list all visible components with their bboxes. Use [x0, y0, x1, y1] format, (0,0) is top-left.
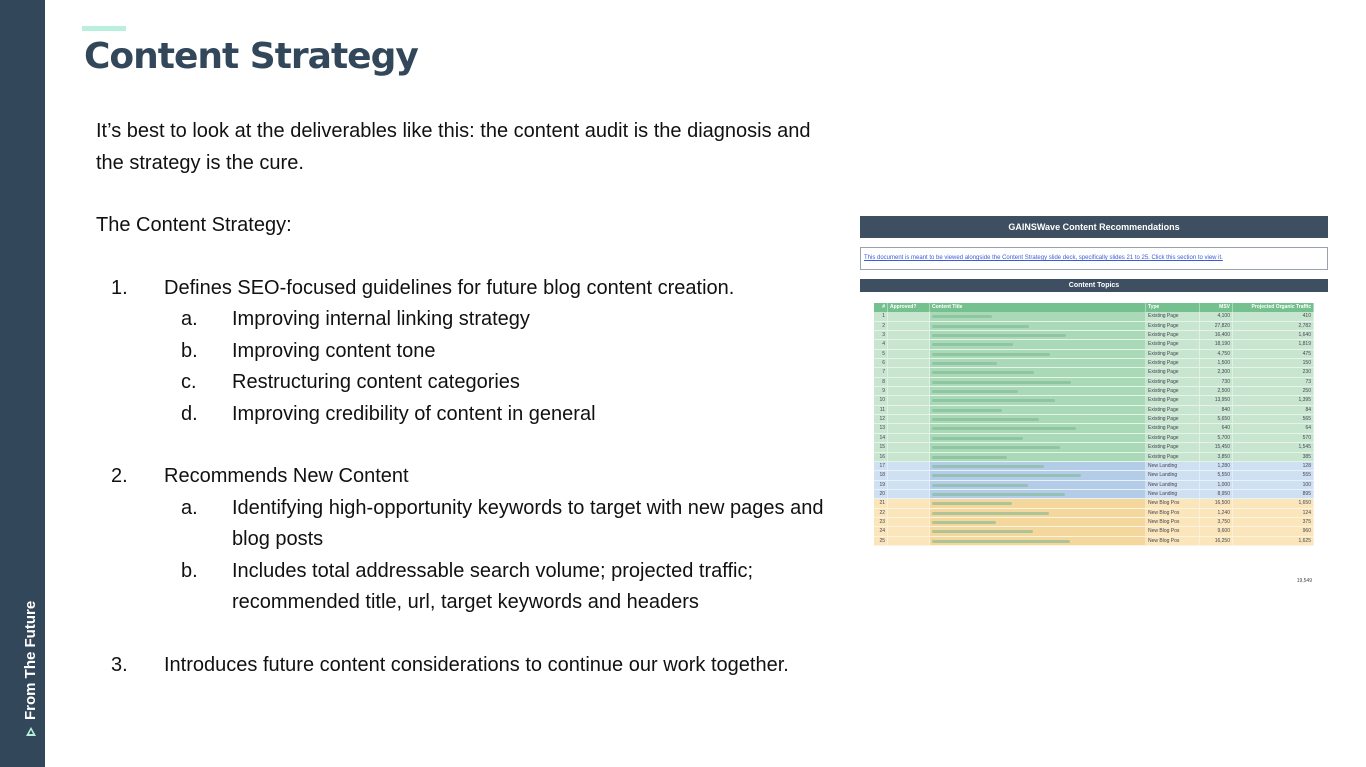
- table-row: [874, 331, 1314, 340]
- table-cell: [930, 462, 1146, 470]
- table-cell: 4,750: [1200, 350, 1233, 358]
- sub-list-text: Improving content tone: [232, 339, 436, 362]
- table-row: [874, 368, 1314, 377]
- table-row: [874, 518, 1314, 527]
- table-cell: 1,819: [1233, 340, 1314, 348]
- table-cell: 385: [1233, 453, 1314, 461]
- table-cell: 11: [874, 406, 888, 414]
- obscured-title: [932, 540, 1070, 543]
- table-cell: 1,240: [1200, 509, 1233, 517]
- table-cell: [930, 378, 1146, 386]
- sub-list-letter: b.: [181, 339, 198, 362]
- table-cell: [888, 378, 930, 386]
- obscured-title: [932, 521, 996, 524]
- table-cell: 24: [874, 527, 888, 535]
- left-sidebar: [0, 0, 45, 767]
- header-cell: Approved?: [888, 303, 930, 312]
- sub-list-letter: a.: [181, 308, 198, 330]
- traffic-total: 19,549: [1296, 578, 1312, 584]
- table-cell: 13,950: [1200, 396, 1233, 404]
- sub-list-item: [164, 556, 836, 619]
- table-cell: [888, 471, 930, 479]
- obscured-title: [932, 409, 1002, 412]
- numbered-list: [96, 273, 836, 682]
- table-cell: Existing Page: [1146, 378, 1200, 386]
- table-cell: Existing Page: [1146, 453, 1200, 461]
- table-cell: [888, 396, 930, 404]
- obscured-title: [932, 371, 1034, 374]
- table-cell: 5: [874, 350, 888, 358]
- list-item-row: [96, 461, 836, 493]
- table-cell: [930, 359, 1146, 367]
- table-cell: [888, 415, 930, 423]
- table-row: [874, 499, 1314, 508]
- table-cell: 15: [874, 443, 888, 451]
- table-cell: [930, 509, 1146, 517]
- table-cell: [888, 462, 930, 470]
- table-cell: 22: [874, 509, 888, 517]
- table-cell: 14: [874, 434, 888, 442]
- list-item-row: [96, 650, 836, 682]
- table-cell: 3,750: [1200, 518, 1233, 526]
- table-cell: [888, 322, 930, 330]
- table-cell: 410: [1233, 312, 1314, 320]
- table-row: [874, 359, 1314, 368]
- table-cell: New Blog Pos: [1146, 518, 1200, 526]
- table-cell: Existing Page: [1146, 312, 1200, 320]
- table-row: [874, 378, 1314, 387]
- table-cell: Existing Page: [1146, 322, 1200, 330]
- table-cell: 640: [1200, 424, 1233, 432]
- table-cell: 5,700: [1200, 434, 1233, 442]
- table-cell: 960: [1233, 527, 1314, 535]
- spreadsheet-thumbnail[interactable]: [860, 216, 1328, 588]
- table-cell: [930, 340, 1146, 348]
- obscured-title: [932, 502, 1012, 505]
- obscured-title: [932, 474, 1081, 477]
- table-row: [874, 462, 1314, 471]
- table-cell: 8: [874, 378, 888, 386]
- obscured-title: [932, 381, 1071, 384]
- table-cell: 1,625: [1233, 537, 1314, 545]
- table-cell: 2: [874, 322, 888, 330]
- table-cell: 375: [1233, 518, 1314, 526]
- sub-list: [164, 304, 836, 430]
- table-cell: 84: [1233, 406, 1314, 414]
- sub-list-letter: c.: [181, 371, 197, 393]
- list-number: 2.: [111, 465, 128, 487]
- table-cell: 128: [1233, 462, 1314, 470]
- table-cell: 150: [1233, 359, 1314, 367]
- content-topics-table: [874, 303, 1314, 546]
- table-cell: 1,000: [1200, 481, 1233, 489]
- table-cell: [888, 518, 930, 526]
- table-cell: [930, 312, 1146, 320]
- list-number: 3.: [111, 653, 128, 676]
- brand-logo: [22, 601, 39, 738]
- table-header: [874, 303, 1314, 312]
- table-cell: 27,820: [1200, 322, 1233, 330]
- table-cell: 9,600: [1200, 527, 1233, 535]
- sub-list-item: [164, 367, 836, 399]
- table-row: [874, 406, 1314, 415]
- table-cell: [930, 499, 1146, 507]
- table-cell: 250: [1233, 387, 1314, 395]
- obscured-title: [932, 493, 1065, 496]
- obscured-title: [932, 325, 1029, 328]
- table-cell: 1,640: [1233, 331, 1314, 339]
- table-row: [874, 312, 1314, 321]
- obscured-title: [932, 446, 1060, 449]
- obscured-title: [932, 484, 1028, 487]
- sheet-subtitle: Content Topics: [860, 279, 1328, 292]
- obscured-title: [932, 399, 1055, 402]
- table-cell: [930, 396, 1146, 404]
- table-cell: [930, 443, 1146, 451]
- obscured-title: [932, 427, 1076, 430]
- table-cell: 1,395: [1233, 396, 1314, 404]
- list-item-text: Recommends New Content: [164, 465, 409, 487]
- sub-list-item: [164, 493, 836, 556]
- table-cell: [888, 434, 930, 442]
- table-row: [874, 481, 1314, 490]
- list-item-text: Defines SEO-focused guidelines for future blog content creation.: [164, 276, 735, 299]
- table-row: [874, 387, 1314, 396]
- table-cell: [888, 509, 930, 517]
- table-cell: New Landing: [1146, 481, 1200, 489]
- table-cell: 19: [874, 481, 888, 489]
- table-cell: [930, 527, 1146, 535]
- table-cell: Existing Page: [1146, 415, 1200, 423]
- obscured-title: [932, 512, 1049, 515]
- table-cell: 16,250: [1200, 537, 1233, 545]
- table-cell: [930, 481, 1146, 489]
- table-cell: [888, 537, 930, 545]
- sub-list-item: [164, 336, 836, 368]
- obscured-title: [932, 353, 1050, 356]
- table-cell: [930, 387, 1146, 395]
- table-cell: 23: [874, 518, 888, 526]
- table-cell: 3,850: [1200, 453, 1233, 461]
- table-cell: 230: [1233, 368, 1314, 376]
- brand-name: From The Future: [22, 600, 39, 720]
- table-cell: 100: [1233, 481, 1314, 489]
- table-cell: 13: [874, 424, 888, 432]
- table-cell: [888, 490, 930, 498]
- table-cell: 25: [874, 537, 888, 545]
- sheet-note-link[interactable]: This document is meant to be viewed alongside the Content Strategy slide deck, specifically slides 21 to 25. Click this section to view it.: [860, 247, 1328, 270]
- table-cell: 1,280: [1200, 462, 1233, 470]
- table-cell: [930, 406, 1146, 414]
- table-cell: New Landing: [1146, 490, 1200, 498]
- table-cell: 1,545: [1233, 443, 1314, 451]
- table-cell: Existing Page: [1146, 340, 1200, 348]
- table-cell: New Blog Pos: [1146, 537, 1200, 545]
- table-cell: 10: [874, 396, 888, 404]
- table-cell: 17: [874, 462, 888, 470]
- table-cell: 840: [1200, 406, 1233, 414]
- table-cell: 8,950: [1200, 490, 1233, 498]
- intro-paragraph: It’s best to look at the deliverables like this: the content audit is the diagnosis and the strategy is the cure.: [96, 120, 811, 174]
- sub-list-item: [164, 304, 836, 336]
- table-row: [874, 322, 1314, 331]
- table-cell: New Blog Pos: [1146, 509, 1200, 517]
- table-cell: Existing Page: [1146, 424, 1200, 432]
- table-cell: 9: [874, 387, 888, 395]
- table-cell: New Landing: [1146, 471, 1200, 479]
- table-cell: [888, 359, 930, 367]
- table-cell: 2,782: [1233, 322, 1314, 330]
- table-row: [874, 527, 1314, 536]
- header-cell: Type: [1146, 303, 1200, 312]
- table-cell: 6: [874, 359, 888, 367]
- table-cell: 73: [1233, 378, 1314, 386]
- table-cell: [888, 340, 930, 348]
- sub-list-item: [164, 399, 836, 431]
- sub-list-text: Improving credibility of content in general: [232, 402, 596, 425]
- table-cell: [930, 368, 1146, 376]
- table-cell: 5,650: [1200, 415, 1233, 423]
- table-row: [874, 396, 1314, 405]
- table-cell: [930, 471, 1146, 479]
- table-cell: 565: [1233, 415, 1314, 423]
- header-cell: Projected Organic Traffic: [1233, 303, 1314, 312]
- table-cell: 18,190: [1200, 340, 1233, 348]
- table-row: [874, 471, 1314, 480]
- table-cell: 475: [1233, 350, 1314, 358]
- table-cell: 5,550: [1200, 471, 1233, 479]
- table-cell: 570: [1233, 434, 1314, 442]
- sub-list-letter: d.: [181, 402, 198, 425]
- header-cell: Content Title: [930, 303, 1146, 312]
- sub-list-text: Includes total addressable search volume; projected traffic; recommended title, url, target keywords and headers: [232, 559, 754, 613]
- table-cell: [888, 368, 930, 376]
- table-cell: Existing Page: [1146, 443, 1200, 451]
- table-cell: [930, 415, 1146, 423]
- obscured-title: [932, 437, 1023, 440]
- table-cell: Existing Page: [1146, 368, 1200, 376]
- table-row: [874, 509, 1314, 518]
- obscured-title: [932, 418, 1039, 421]
- table-row: [874, 490, 1314, 499]
- table-cell: New Blog Pos: [1146, 499, 1200, 507]
- table-row: [874, 434, 1314, 443]
- obscured-title: [932, 465, 1044, 468]
- table-cell: 895: [1233, 490, 1314, 498]
- table-cell: [888, 406, 930, 414]
- list-item: [96, 650, 836, 682]
- table-cell: [930, 537, 1146, 545]
- obscured-title: [932, 362, 997, 365]
- table-cell: 21: [874, 499, 888, 507]
- table-cell: 64: [1233, 424, 1314, 432]
- table-cell: 2,500: [1200, 387, 1233, 395]
- table-cell: 3: [874, 331, 888, 339]
- obscured-title: [932, 334, 1066, 337]
- table-cell: [888, 443, 930, 451]
- table-cell: 7: [874, 368, 888, 376]
- sub-list-letter: a.: [181, 496, 198, 519]
- table-cell: Existing Page: [1146, 406, 1200, 414]
- table-cell: 16,500: [1200, 499, 1233, 507]
- table-cell: 1,500: [1200, 359, 1233, 367]
- sub-list: [164, 493, 836, 619]
- table-cell: 2,300: [1200, 368, 1233, 376]
- header-cell: #: [874, 303, 888, 312]
- page-title: Content Strategy: [84, 36, 418, 77]
- table-cell: [888, 527, 930, 535]
- list-item-text: Introduces future content considerations to continue our work together.: [164, 653, 789, 676]
- table-cell: New Landing: [1146, 462, 1200, 470]
- sub-list-letter: b.: [181, 559, 198, 582]
- list-item: [96, 273, 836, 431]
- table-cell: New Blog Pos: [1146, 527, 1200, 535]
- table-cell: [930, 453, 1146, 461]
- strategy-heading: The Content Strategy:: [96, 214, 292, 236]
- list-number: 1.: [111, 276, 128, 299]
- sub-list-text: Identifying high-opportunity keywords to target with new pages and blog posts: [232, 496, 824, 550]
- table-row: [874, 453, 1314, 462]
- table-cell: 15,450: [1200, 443, 1233, 451]
- table-row: [874, 340, 1314, 349]
- obscured-title: [932, 315, 992, 318]
- table-cell: 1,650: [1233, 499, 1314, 507]
- table-cell: Existing Page: [1146, 387, 1200, 395]
- table-cell: Existing Page: [1146, 434, 1200, 442]
- table-cell: Existing Page: [1146, 350, 1200, 358]
- body-text: [96, 116, 836, 712]
- title-accent-bar: [82, 26, 126, 31]
- table-cell: 12: [874, 415, 888, 423]
- table-row: [874, 443, 1314, 452]
- table-cell: 730: [1200, 378, 1233, 386]
- table-cell: 4,100: [1200, 312, 1233, 320]
- obscured-title: [932, 390, 1018, 393]
- table-row: [874, 350, 1314, 359]
- table-cell: [888, 481, 930, 489]
- table-cell: [888, 350, 930, 358]
- table-cell: [930, 424, 1146, 432]
- list-item: [96, 461, 836, 619]
- table-row: [874, 424, 1314, 433]
- table-cell: [930, 331, 1146, 339]
- list-item-row: [96, 273, 836, 305]
- table-cell: 124: [1233, 509, 1314, 517]
- table-cell: Existing Page: [1146, 331, 1200, 339]
- table-cell: [930, 434, 1146, 442]
- sheet-title: GAINSWave Content Recommendations: [860, 216, 1328, 238]
- table-row: [874, 537, 1314, 546]
- table-cell: [888, 424, 930, 432]
- table-cell: [888, 331, 930, 339]
- table-cell: [930, 322, 1146, 330]
- table-cell: 16: [874, 453, 888, 461]
- table-cell: [888, 453, 930, 461]
- table-cell: Existing Page: [1146, 396, 1200, 404]
- play-triangle-icon: [25, 726, 37, 738]
- table-cell: 18: [874, 471, 888, 479]
- table-cell: [930, 518, 1146, 526]
- table-cell: [888, 387, 930, 395]
- obscured-title: [932, 456, 1007, 459]
- sub-list-text: Restructuring content categories: [232, 371, 520, 393]
- table-cell: [930, 350, 1146, 358]
- header-cell: MSV: [1200, 303, 1233, 312]
- table-cell: Existing Page: [1146, 359, 1200, 367]
- table-cell: 555: [1233, 471, 1314, 479]
- table-cell: 1: [874, 312, 888, 320]
- table-cell: [888, 312, 930, 320]
- table-row: [874, 415, 1314, 424]
- obscured-title: [932, 343, 1013, 346]
- obscured-title: [932, 530, 1033, 533]
- sub-list-text: Improving internal linking strategy: [232, 308, 530, 330]
- table-cell: 20: [874, 490, 888, 498]
- table-cell: [930, 490, 1146, 498]
- table-cell: 4: [874, 340, 888, 348]
- table-cell: [888, 499, 930, 507]
- table-cell: 16,400: [1200, 331, 1233, 339]
